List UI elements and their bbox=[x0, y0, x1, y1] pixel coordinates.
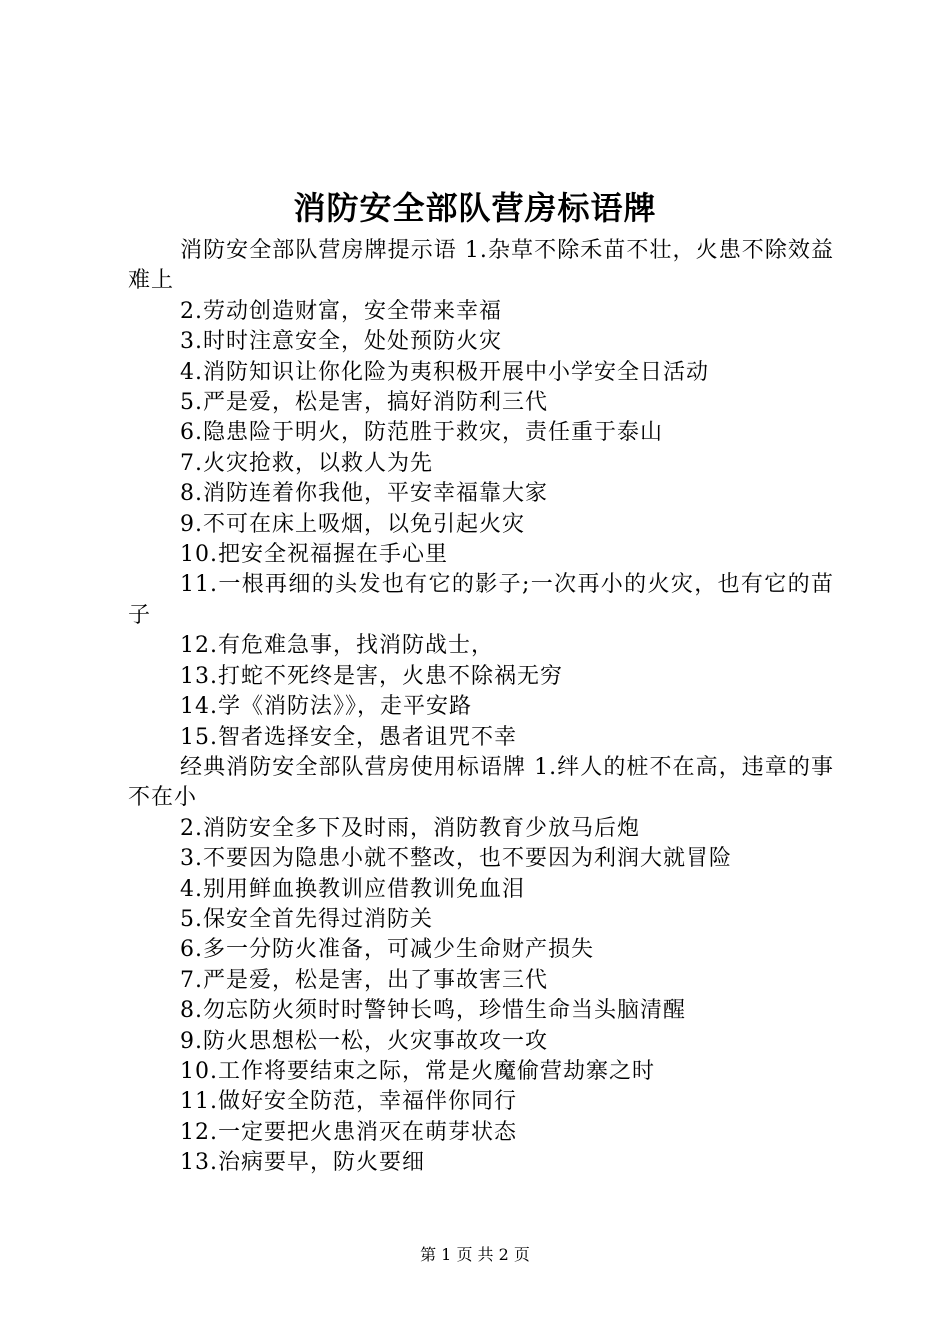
paragraph: 15.智者选择安全，愚者诅咒不幸 bbox=[180, 724, 517, 750]
paragraph: 8.勿忘防火须时时警钟长鸣，珍惜生命当头脑清醒 bbox=[180, 998, 686, 1024]
paragraph: 13.打蛇不死终是害，火患不除祸无穷 bbox=[180, 663, 563, 689]
paragraph: 10.把安全祝福握在手心里 bbox=[180, 542, 448, 568]
paragraph: 6.隐患险于明火，防范胜于救灾，责任重于泰山 bbox=[180, 420, 663, 446]
paragraph: 7.火灾抢救，以救人为先 bbox=[180, 450, 433, 476]
paragraph: 11.一根再细的头发也有它的影子;一次再小的火灾，也有它的苗子 bbox=[128, 572, 834, 628]
paragraph: 7.严是爱，松是害，出了事故害三代 bbox=[180, 967, 548, 993]
paragraph: 11.做好安全防范，幸福伴你同行 bbox=[180, 1089, 517, 1115]
paragraph: 4.消防知识让你化险为夷积极开展中小学安全日活动 bbox=[180, 359, 709, 385]
paragraph: 13.治病要早，防火要细 bbox=[180, 1150, 425, 1176]
paragraph: 4.别用鲜血换教训应借教训免血泪 bbox=[180, 876, 525, 902]
document-title: 消防安全部队营房标语牌 bbox=[293, 189, 657, 227]
paragraph: 3.时时注意安全，处处预防火灾 bbox=[180, 329, 502, 355]
paragraph: 10.工作将要结束之际，常是火魔偷营劫寨之时 bbox=[180, 1058, 655, 1084]
paragraph: 消防安全部队营房牌提示语 1.杂草不除禾苗不壮，火患不除效益难上 bbox=[128, 238, 834, 294]
paragraph: 3.不要因为隐患小就不整改，也不要因为利润大就冒险 bbox=[180, 846, 732, 872]
paragraph: 5.保安全首先得过消防关 bbox=[180, 906, 433, 932]
paragraph: 5.严是爱，松是害，搞好消防利三代 bbox=[180, 390, 548, 416]
paragraph: 8.消防连着你我他，平安幸福靠大家 bbox=[180, 481, 548, 507]
paragraph: 14.学《消防法》》，走平安路 bbox=[180, 694, 472, 720]
page-number-footer: 第 1 页 共 2 页 bbox=[420, 1245, 530, 1264]
paragraph: 12.一定要把火患消灭在萌芽状态 bbox=[180, 1119, 517, 1145]
document-body bbox=[128, 236, 834, 1179]
paragraph: 2.消防安全多下及时雨，消防教育少放马后炮 bbox=[180, 815, 640, 841]
paragraph: 9.防火思想松一松，火灾事故攻一攻 bbox=[180, 1028, 548, 1054]
paragraph: 2.劳动创造财富，安全带来幸福 bbox=[180, 298, 502, 324]
paragraph: 12.有危难急事，找消防战士， bbox=[180, 633, 494, 659]
paragraph: 6.多一分防火准备，可减少生命财产损失 bbox=[180, 937, 594, 963]
paragraph: 9.不可在床上吸烟，以免引起火灾 bbox=[180, 511, 525, 537]
paragraph: 经典消防安全部队营房使用标语牌 1.绊人的桩不在高，违章的事不在小 bbox=[128, 754, 834, 811]
